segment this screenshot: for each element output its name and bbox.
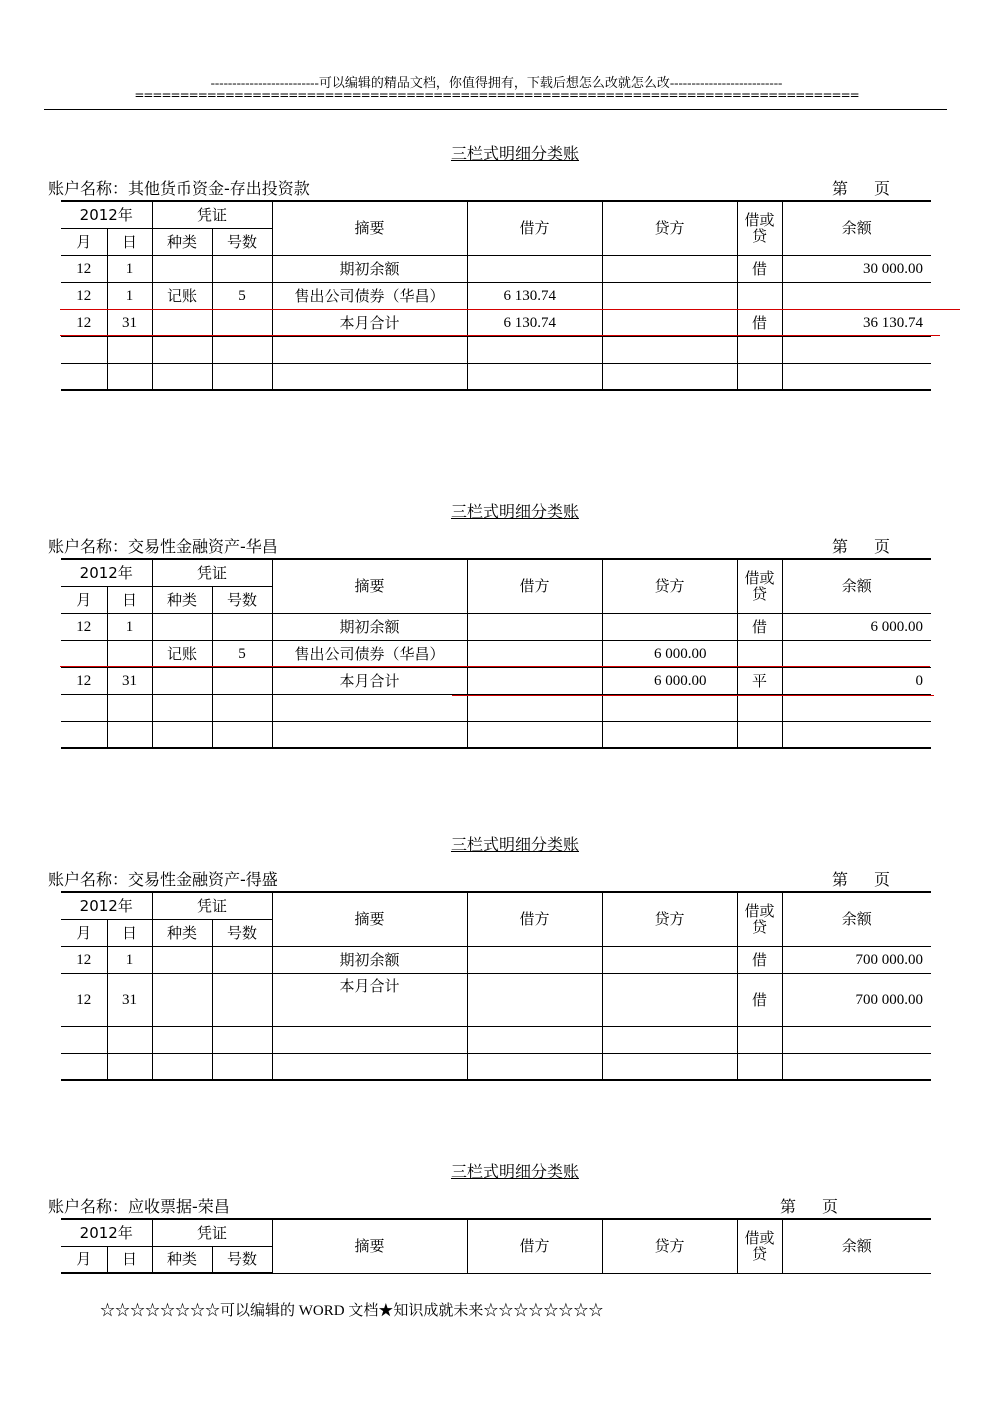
table-row: 12 31 本月合计 6 130.74 借 36 130.74 xyxy=(61,309,931,336)
account-name: 账户名称：交易性金融资产-得盛 xyxy=(48,870,278,889)
col-day: 日 xyxy=(107,919,152,946)
col-year: 2012年 xyxy=(61,892,152,919)
col-voucher: 凭证 xyxy=(152,892,272,919)
red-rule xyxy=(452,695,934,696)
col-balance: 余额 xyxy=(782,559,931,613)
page-header-line: -------------------------可以编辑的精品文档，你值得拥有，下载后想怎么改就怎么改-------------------------- xyxy=(210,75,783,90)
table-row: 记账 5 售出公司债券（华昌） 6 000.00 xyxy=(61,640,931,667)
header-divider xyxy=(44,109,947,110)
ledger-table xyxy=(61,558,931,749)
table-row xyxy=(61,1026,931,1053)
page-footer: ☆☆☆☆☆☆☆☆可以编辑的 WORD 文档★知识成就未来☆☆☆☆☆☆☆☆ xyxy=(100,1303,604,1319)
col-dc: 借或 贷 xyxy=(737,559,782,613)
col-credit: 贷方 xyxy=(602,559,737,613)
table-row xyxy=(61,363,931,390)
account-name: 账户名称：应收票据-荣昌 xyxy=(48,1197,230,1216)
page-number: 第 页 xyxy=(832,870,891,889)
ledger-title: 三栏式明细分类账 xyxy=(450,1162,579,1181)
ledger-title: 三栏式明细分类账 xyxy=(450,144,579,163)
col-day: 日 xyxy=(107,228,152,255)
table-row xyxy=(61,721,931,748)
col-number: 号数 xyxy=(212,919,272,946)
col-balance: 余额 xyxy=(782,892,931,946)
col-type: 种类 xyxy=(152,1246,212,1273)
col-month: 月 xyxy=(61,586,107,613)
col-summary: 摘要 xyxy=(272,892,467,946)
col-day: 日 xyxy=(107,586,152,613)
col-debit: 借方 xyxy=(467,559,602,613)
table-row xyxy=(61,694,931,721)
col-year: 2012年 xyxy=(61,201,152,228)
table-row xyxy=(61,336,931,363)
red-rule xyxy=(60,309,960,310)
table-row: 12 31 本月合计 6 000.00 平 0 xyxy=(61,667,931,694)
col-voucher: 凭证 xyxy=(152,559,272,586)
col-day: 日 xyxy=(107,1246,152,1273)
col-voucher: 凭证 xyxy=(152,1219,272,1246)
col-type: 种类 xyxy=(152,586,212,613)
col-balance: 余额 xyxy=(782,201,931,255)
red-rule xyxy=(60,335,940,336)
col-summary: 摘要 xyxy=(272,1219,467,1273)
col-debit: 借方 xyxy=(467,201,602,255)
col-month: 月 xyxy=(61,228,107,255)
col-month: 月 xyxy=(61,1246,107,1273)
page-header-rule: ================================================================================ xyxy=(134,88,859,102)
ledger-table xyxy=(61,1218,931,1274)
col-dc: 借或 贷 xyxy=(737,892,782,946)
col-dc: 借或 贷 xyxy=(737,1219,782,1273)
col-year: 2012年 xyxy=(61,1219,152,1246)
ledger-title: 三栏式明细分类账 xyxy=(450,502,579,521)
table-row: 12 1 期初余额 借 30 000.00 xyxy=(61,255,931,282)
col-summary: 摘要 xyxy=(272,559,467,613)
col-year: 2012年 xyxy=(61,559,152,586)
red-rule xyxy=(60,666,930,667)
page-number: 第 页 xyxy=(780,1197,839,1216)
col-number: 号数 xyxy=(212,586,272,613)
ledger-title: 三栏式明细分类账 xyxy=(450,835,579,854)
col-type: 种类 xyxy=(152,228,212,255)
col-credit: 贷方 xyxy=(602,201,737,255)
col-summary: 摘要 xyxy=(272,201,467,255)
account-name: 账户名称：交易性金融资产-华昌 xyxy=(48,537,278,556)
col-number: 号数 xyxy=(212,228,272,255)
table-row xyxy=(61,1053,931,1080)
table-row: 12 1 期初余额 借 700 000.00 xyxy=(61,946,931,973)
col-voucher: 凭证 xyxy=(152,201,272,228)
ledger-table xyxy=(61,200,931,391)
col-debit: 借方 xyxy=(467,892,602,946)
account-name: 账户名称：其他货币资金-存出投资款 xyxy=(48,179,310,198)
col-month: 月 xyxy=(61,919,107,946)
col-number: 号数 xyxy=(212,1246,272,1273)
table-row: 12 1 期初余额 借 6 000.00 xyxy=(61,613,931,640)
table-row: 12 31 本月合计 借 700 000.00 xyxy=(61,973,931,1026)
table-row: 12 1 记账 5 售出公司债券（华昌） 6 130.74 xyxy=(61,282,931,309)
page-number: 第 页 xyxy=(832,179,891,198)
ledger-table xyxy=(61,891,931,1081)
col-credit: 贷方 xyxy=(602,1219,737,1273)
col-dc: 借或 贷 xyxy=(737,201,782,255)
col-balance: 余额 xyxy=(782,1219,931,1273)
col-credit: 贷方 xyxy=(602,892,737,946)
col-debit: 借方 xyxy=(467,1219,602,1273)
page-number: 第 页 xyxy=(832,537,891,556)
col-type: 种类 xyxy=(152,919,212,946)
